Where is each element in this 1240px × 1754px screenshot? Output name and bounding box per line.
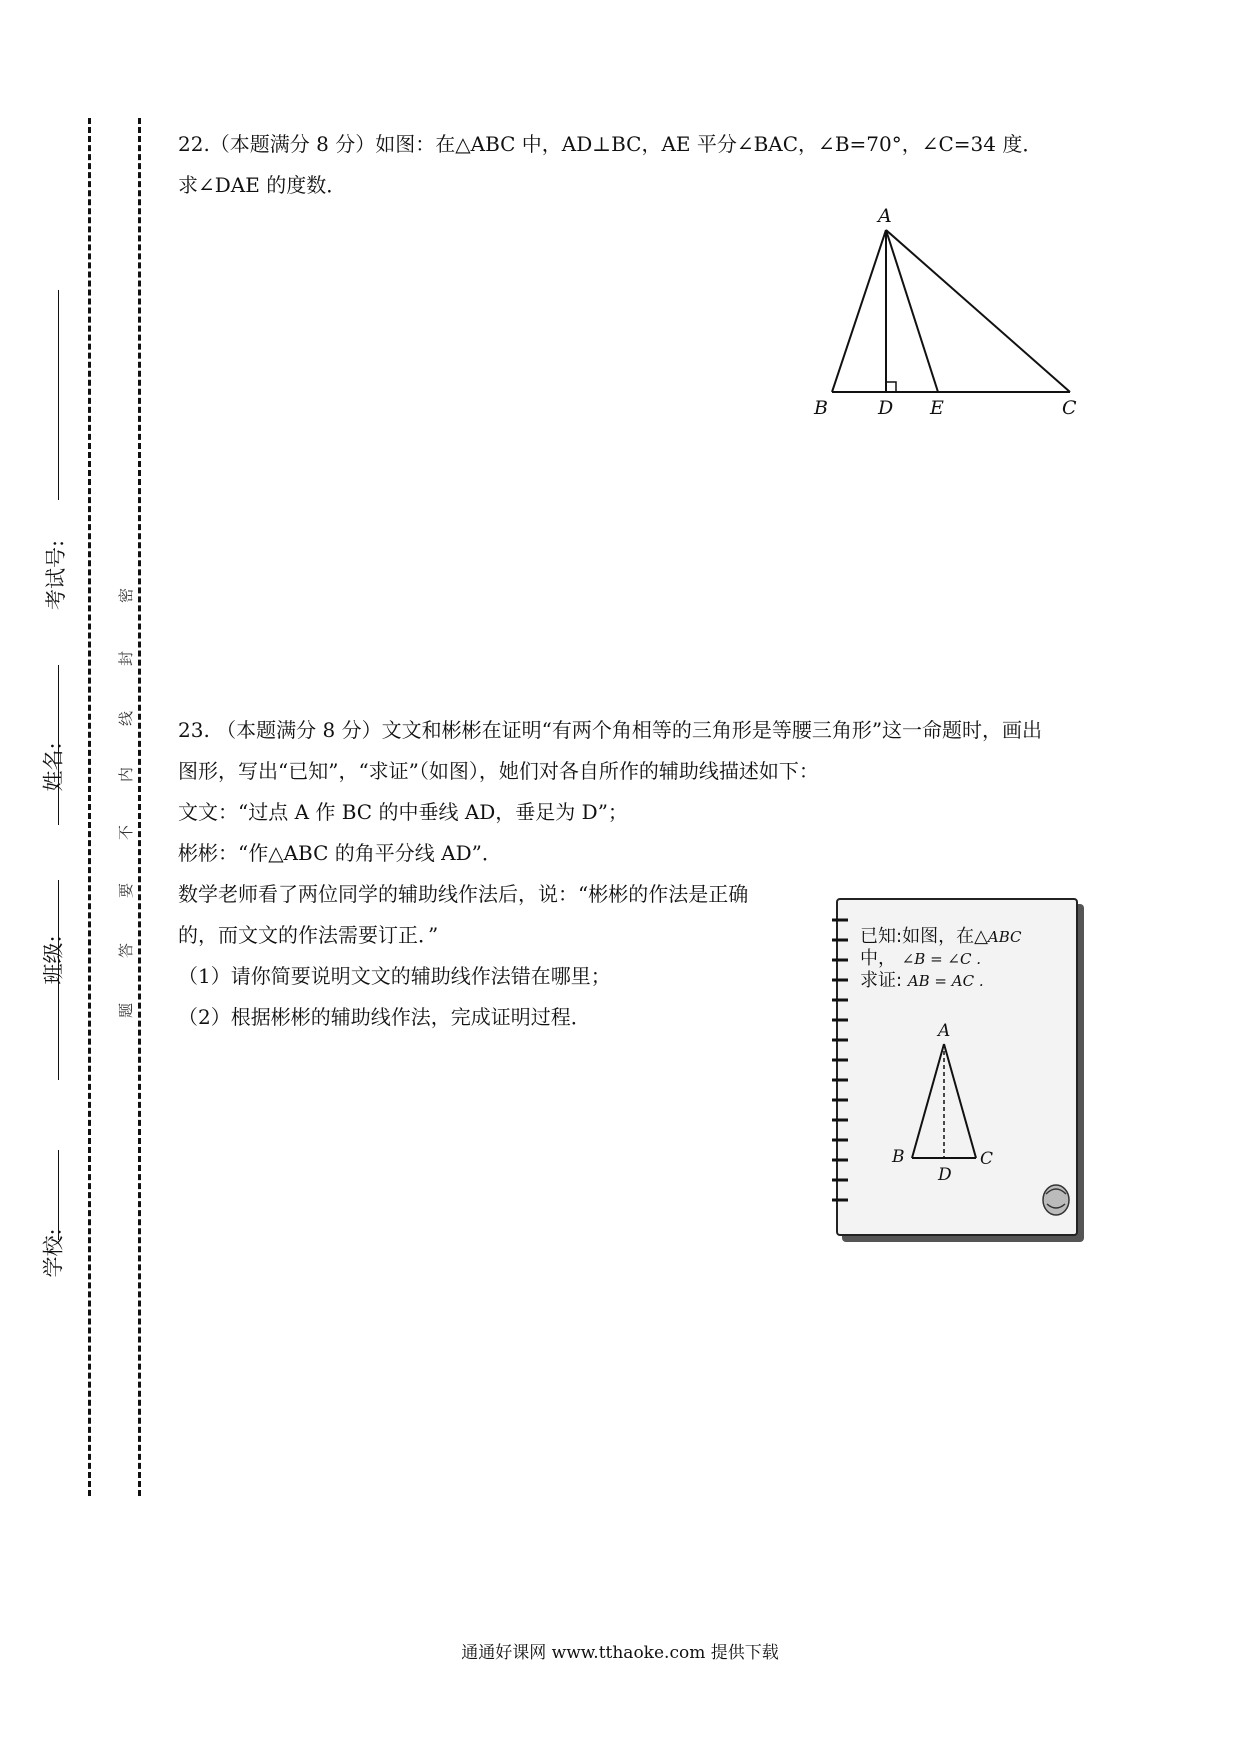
q22-line-1: 22.（本题满分 8 分）如图：在△ABC 中，AD⊥BC，AE 平分∠BAC，∠B=70°，∠C=34 度． [178, 132, 1043, 156]
label-d: D [938, 1165, 952, 1185]
q23-line-5: 数学老师看了两位同学的辅助线作法后，说：“彬彬的作法是正确 [178, 882, 749, 906]
name-label: 姓名: [41, 742, 66, 792]
seal-char: 不 [117, 824, 136, 841]
corner-decoration [1038, 1180, 1074, 1220]
label-a: A [878, 205, 892, 227]
q23-line-3: 文文：“过点 A 作 BC 的中垂线 AD，垂足为 D”； [178, 800, 628, 824]
seal-char: 密 [117, 587, 136, 604]
notebook-prove-formula: AB = AC . [907, 972, 984, 990]
segment-ac [886, 230, 1070, 392]
notebook-condition-formula: ∠B = ∠C . [901, 950, 982, 968]
right-angle-mark [886, 382, 896, 392]
notebook-isosceles-figure [888, 1018, 1018, 1188]
segment-ab [912, 1044, 944, 1158]
label-c: C [1062, 397, 1077, 419]
notebook-condition-text: 中， [860, 948, 896, 969]
exam-no-label: 考试号: [44, 539, 69, 611]
notebook-given-text: 已知:如图，在△ [860, 926, 988, 947]
page-footer: 通通好课网 www.tthaoke.com 提供下载 [461, 1643, 779, 1663]
q23-line-2: 图形，写出“已知”，“求证”（如图），她们对各自所作的辅助线描述如下： [178, 759, 819, 783]
binding-line-inner [138, 118, 141, 1496]
label-b: B [892, 1147, 905, 1167]
school-label: 学校: [41, 1228, 66, 1278]
notebook-prove-line [860, 966, 984, 992]
q22-triangle-figure [800, 200, 1100, 420]
q22-line-2: 求∠DAE 的度数． [178, 173, 347, 197]
q23-line-8: （2）根据彬彬的辅助线作法，完成证明过程． [178, 1005, 591, 1029]
label-b: B [814, 397, 828, 419]
label-c: C [980, 1149, 994, 1169]
label-d: D [878, 397, 894, 419]
binding-line-outer [88, 118, 91, 1496]
seal-char: 封 [117, 650, 136, 667]
label-a: A [938, 1021, 951, 1041]
seal-char: 线 [117, 710, 136, 727]
notebook-prove-text: 求证: [860, 970, 903, 991]
segment-ae [886, 230, 938, 392]
label-e: E [930, 397, 944, 419]
exam-no-blank [58, 290, 59, 500]
notebook-given-triangle: ABC [987, 928, 1022, 946]
seal-char: 答 [117, 942, 136, 959]
seal-char: 题 [117, 1002, 136, 1019]
spiral-binding [832, 910, 852, 1220]
notebook-figure [836, 898, 1078, 1236]
seal-char: 要 [117, 882, 136, 899]
seal-char: 内 [117, 766, 136, 783]
school-blank [58, 1150, 59, 1240]
q23-line-4: 彬彬：“作△ABC 的角平分线 AD”． [178, 841, 502, 865]
q23-line-7: （1）请你简要说明文文的辅助线作法错在哪里； [178, 964, 611, 988]
segment-ac [944, 1044, 976, 1158]
class-label: 班级: [41, 935, 66, 985]
segment-ab [832, 230, 886, 392]
q23-line-6: 的，而文文的作法需要订正．” [178, 923, 439, 947]
q23-line-1: 23. （本题满分 8 分）文文和彬彬在证明“有两个角相等的三角形是等腰三角形”这一命题时，画出 [178, 718, 1043, 742]
